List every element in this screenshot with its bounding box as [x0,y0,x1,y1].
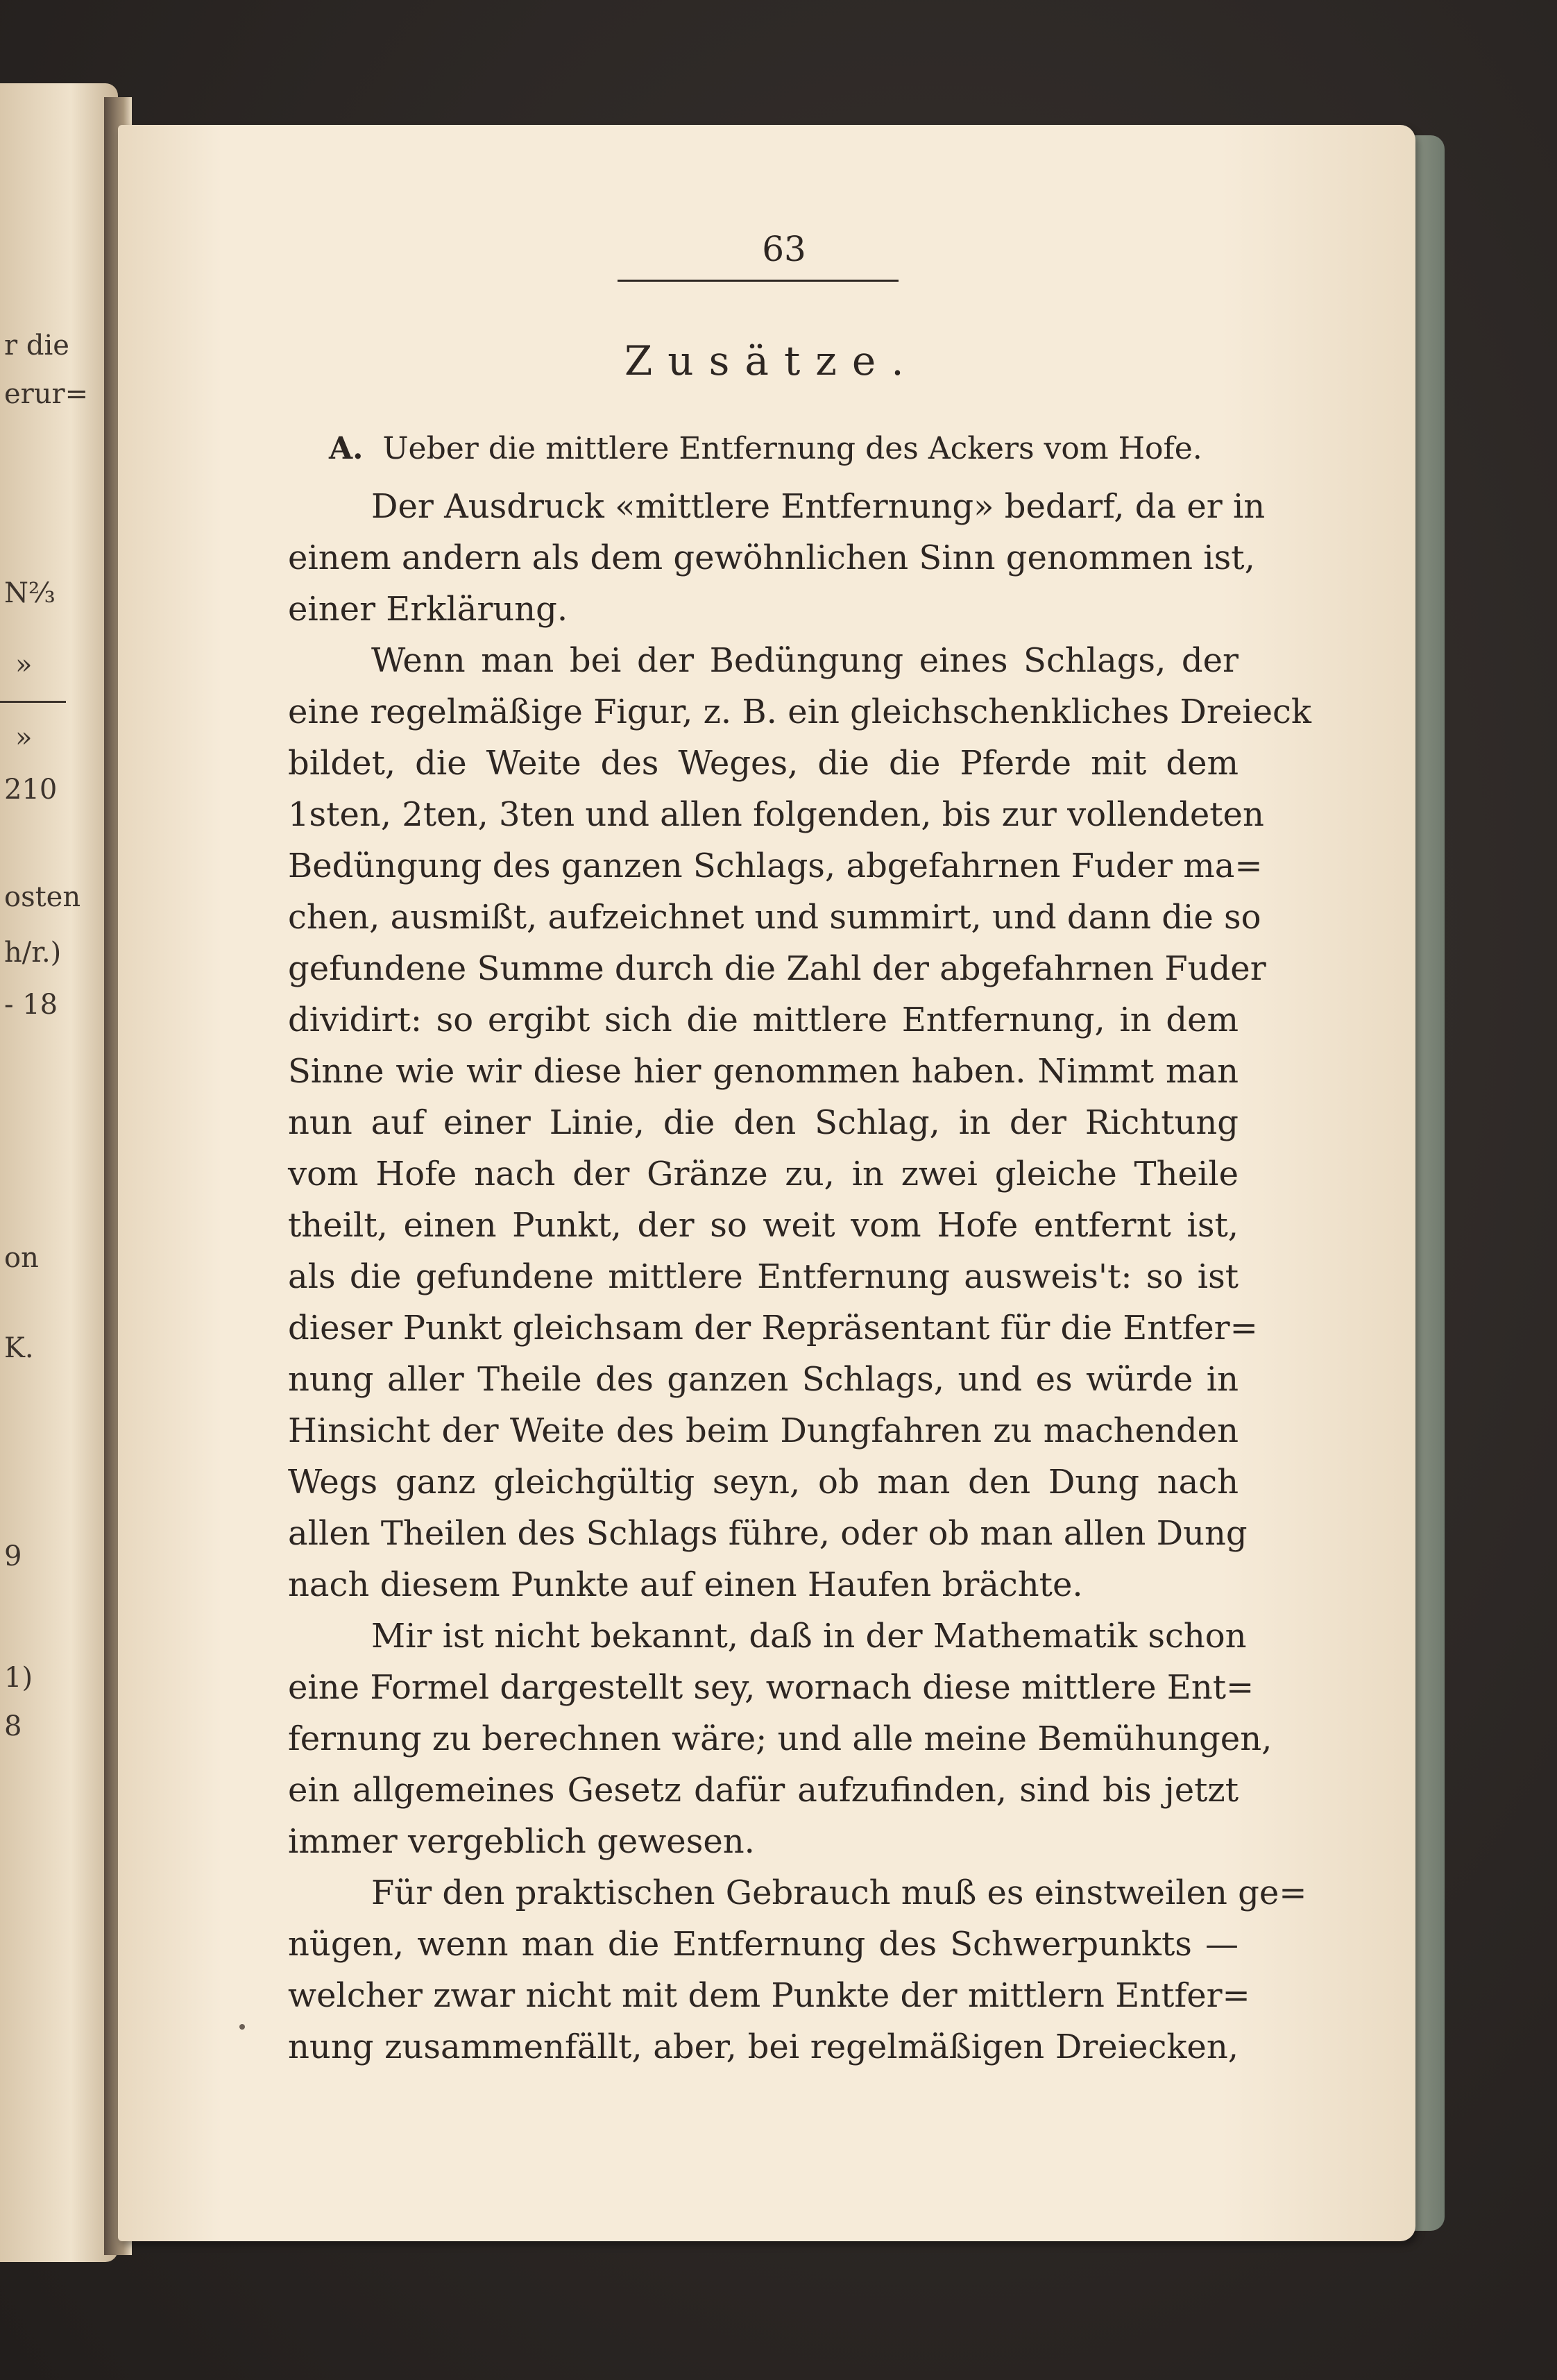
text-line: einer Erklärung. [288,590,568,629]
text-line: dieser Punkt gleichsam der Repräsentant für die Entfer= [288,1309,1258,1348]
margin-fragment: » [15,649,33,681]
text-line: nung zusammenfällt, aber, bei regelmäßigen Dreiecken, [288,2028,1239,2066]
text-line: immer vergeblich gewesen. [288,1822,755,1861]
text-line: einem andern als dem gewöhnlichen Sinn genommen ist, [288,538,1255,577]
text-line: Für den praktischen Gebrauch muß es einstweilen ge= [371,1873,1307,1912]
text-line: Sinne wie wir diese hier genommen haben. Nimmt man [288,1052,1239,1091]
subsection-letter: A. [329,431,364,466]
margin-fragment: h/r.) [4,937,62,969]
margin-fragment: 210 [4,774,58,806]
margin-fragment: on [4,1242,39,1274]
text-line: Mir ist nicht bekannt, daß in der Mathematik schon [371,1617,1247,1656]
subsection-heading [329,431,1231,466]
text-line: bildet, die Weite des Weges, die die Pferde mit dem [288,744,1239,783]
margin-fragment: N²⁄₃ [4,577,56,609]
margin-fragment: - 18 [4,989,58,1021]
text-line: Wegs ganz gleichgültig seyn, ob man den Dung nach [288,1463,1239,1502]
margin-fragment: 9 [4,1540,22,1572]
margin-fragment: osten [4,881,81,913]
text-line: welcher zwar nicht mit dem Punkte der mittlern Entfer= [288,1976,1250,2015]
text-line: Bedüngung des ganzen Schlags, abgefahrnen Fuder ma= [288,847,1263,885]
text-line: nügen, wenn man die Entfernung des Schwerpunkts — [288,1925,1239,1964]
text-line: eine regelmäßige Figur, z. B. ein gleichschenkliches Dreieck [288,692,1311,731]
text-line: dividirt: so ergibt sich die mittlere Entfernung, in dem [288,1001,1239,1039]
text-line: 1sten, 2ten, 3ten und allen folgenden, bis zur vollendeten [288,795,1264,834]
text-line: fernung zu berechnen wäre; und alle meine Bemühungen, [288,1719,1273,1758]
text-line: allen Theilen des Schlags führe, oder ob man allen Dung [288,1514,1248,1553]
margin-fragment: » [15,722,33,754]
text-line: Der Ausdruck «mittlere Entfernung» bedarf, da er in [371,487,1266,526]
previous-page-edge [0,83,118,2262]
subsection-title: Ueber die mittlere Entfernung des Ackers vom Hofe. [382,431,1202,466]
page-number: 63 [762,229,806,269]
text-line: als die gefundene mittlere Entfernung ausweis't: so ist [288,1257,1239,1296]
text-line: chen, ausmißt, aufzeichnet und summirt, und dann die so [288,898,1261,937]
text-line: nun auf einer Linie, die den Schlag, in der Richtung [288,1103,1239,1142]
text-line: theilt, einen Punkt, der so weit vom Hofe entfernt ist, [288,1206,1239,1245]
text-line: gefundene Summe durch die Zahl der abgefahrnen Fuder [288,949,1266,988]
margin-rule [0,701,66,703]
margin-fragment: r die [4,330,69,362]
margin-fragment: 1) [4,1662,33,1694]
margin-fragment: K. [4,1332,34,1364]
text-line: Hinsicht der Weite des beim Dungfahren zu machenden [288,1411,1239,1450]
text-line: ein allgemeines Gesetz dafür aufzufinden, sind bis jetzt [288,1771,1239,1810]
ink-speck [239,2024,245,2030]
text-line: Wenn man bei der Bedüngung eines Schlags, der [371,641,1239,680]
text-line: nach diesem Punkte auf einen Haufen brächte. [288,1565,1083,1604]
section-title: Zusätze. [624,337,919,384]
margin-fragment: 8 [4,1710,22,1742]
text-line: eine Formel dargestellt sey, wornach diese mittlere Ent= [288,1668,1254,1707]
text-line: nung aller Theile des ganzen Schlags, und es würde in [288,1360,1239,1399]
margin-fragment: erur= [4,378,89,410]
text-line: vom Hofe nach der Gränze zu, in zwei gleiche Theile [288,1155,1239,1193]
header-rule [618,280,899,282]
